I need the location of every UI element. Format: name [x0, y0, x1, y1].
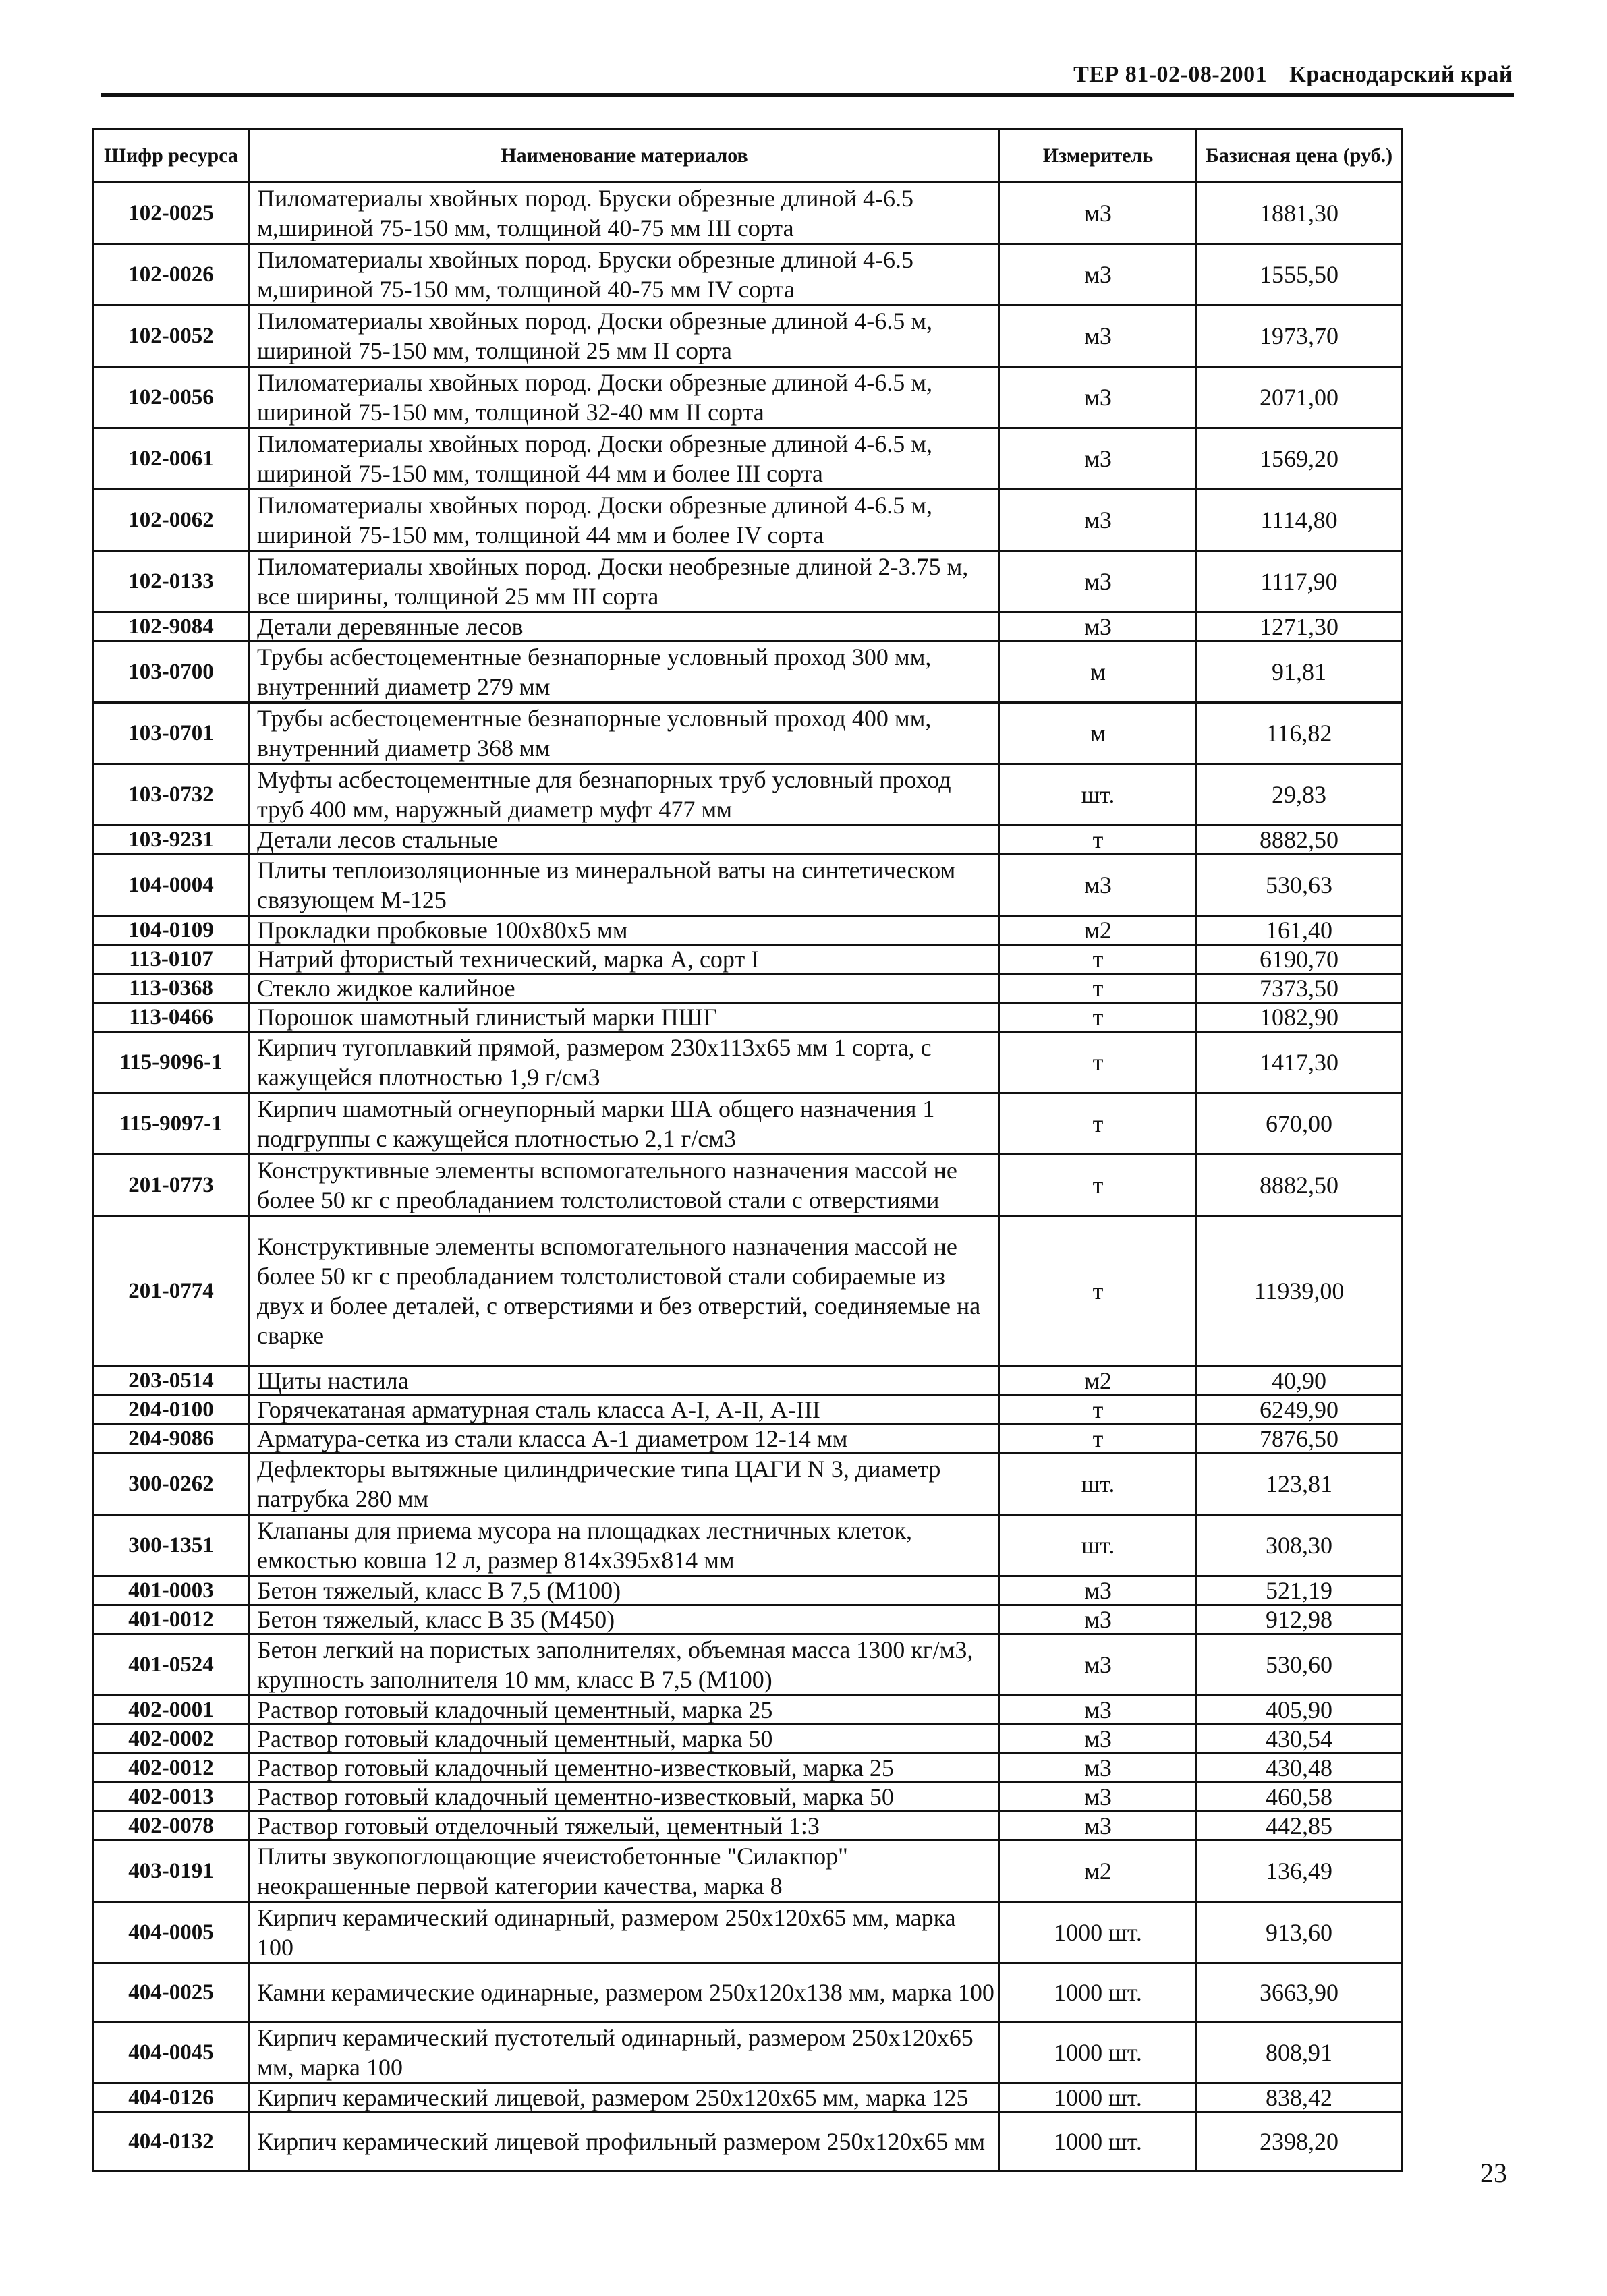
base-price: 430,48 — [1197, 1754, 1402, 1783]
table-row — [93, 1725, 1402, 1754]
table-row — [93, 490, 1402, 551]
table-row — [93, 183, 1402, 244]
resource-code: 402-0002 — [93, 1725, 250, 1754]
material-name: Кирпич тугоплавкий прямой, размером 230х113х65 мм 1 сорта, с кажущейся плотностью 1,9 г/см3 — [250, 1032, 1000, 1093]
column-header-price: Базисная цена (руб.) — [1197, 130, 1402, 183]
table-row — [93, 1812, 1402, 1841]
resource-code: 113-0466 — [93, 1003, 250, 1032]
table-row — [93, 1696, 1402, 1725]
table-row — [93, 974, 1402, 1003]
table-row — [93, 1634, 1402, 1696]
material-name: Раствор готовый кладочный цементный, марка 25 — [250, 1696, 1000, 1725]
table-row — [93, 1841, 1402, 1902]
resource-code: 203-0514 — [93, 1367, 250, 1396]
unit-of-measure: м — [1000, 641, 1197, 703]
unit-of-measure: т — [1000, 974, 1197, 1003]
resource-code: 103-9231 — [93, 826, 250, 855]
material-name: Трубы асбестоцементные безнапорные условный проход 300 мм, внутренний диаметр 279 мм — [250, 641, 1000, 703]
material-name: Конструктивные элементы вспомогательного назначения массой не более 50 кг с преобладанием толстолистовой стали с отверстиями — [250, 1155, 1000, 1216]
table-row — [93, 945, 1402, 974]
material-name: Порошок шамотный глинистый марки ПШГ — [250, 1003, 1000, 1032]
column-header-unit: Измеритель — [1000, 130, 1197, 183]
material-name: Бетон тяжелый, класс В 7,5 (М100) — [250, 1576, 1000, 1605]
resource-code: 102-0025 — [93, 183, 250, 244]
base-price: 1881,30 — [1197, 183, 1402, 244]
base-price: 1082,90 — [1197, 1003, 1402, 1032]
base-price: 7373,50 — [1197, 974, 1402, 1003]
running-header — [1057, 62, 1513, 88]
base-price: 912,98 — [1197, 1605, 1402, 1634]
material-name: Дефлекторы вытяжные цилиндрические типа ЦАГИ N 3, диаметр патрубка 280 мм — [250, 1454, 1000, 1515]
base-price: 136,49 — [1197, 1841, 1402, 1902]
material-name: Камни керамические одинарные, размером 250х120х138 мм, марка 100 — [250, 1963, 1000, 2022]
resource-code: 402-0013 — [93, 1783, 250, 1812]
resource-code: 102-0062 — [93, 490, 250, 551]
resource-code: 403-0191 — [93, 1841, 250, 1902]
material-name: Бетон легкий на пористых заполнителях, объемная масса 1300 кг/м3, крупность заполнителя 10 мм, класс В 7,5 (М100) — [250, 1634, 1000, 1696]
material-name: Раствор готовый кладочный цементно-известковый, марка 50 — [250, 1783, 1000, 1812]
material-name: Раствор готовый отделочный тяжелый, цементный 1:3 — [250, 1812, 1000, 1841]
unit-of-measure: 1000 шт. — [1000, 1902, 1197, 1963]
resource-code: 300-0262 — [93, 1454, 250, 1515]
unit-of-measure: м3 — [1000, 551, 1197, 612]
resource-code: 401-0524 — [93, 1634, 250, 1696]
resource-code: 103-0732 — [93, 764, 250, 826]
unit-of-measure: т — [1000, 1425, 1197, 1454]
base-price: 8882,50 — [1197, 1155, 1402, 1216]
base-price: 1417,30 — [1197, 1032, 1402, 1093]
table-row — [93, 1032, 1402, 1093]
unit-of-measure: м3 — [1000, 612, 1197, 641]
table-row — [93, 428, 1402, 490]
table-row — [93, 1425, 1402, 1454]
table-row — [93, 1605, 1402, 1634]
table-header-row — [93, 130, 1402, 183]
base-price: 3663,90 — [1197, 1963, 1402, 2022]
unit-of-measure: м — [1000, 703, 1197, 764]
resource-code: 115-9096-1 — [93, 1032, 250, 1093]
material-name: Кирпич керамический одинарный, размером 250х120х65 мм, марка 100 — [250, 1902, 1000, 1963]
material-name: Кирпич керамический лицевой, размером 250х120х65 мм, марка 125 — [250, 2084, 1000, 2113]
base-price: 123,81 — [1197, 1454, 1402, 1515]
resource-code: 113-0107 — [93, 945, 250, 974]
unit-of-measure: м3 — [1000, 1576, 1197, 1605]
base-price: 2398,20 — [1197, 2113, 1402, 2171]
base-price: 530,63 — [1197, 855, 1402, 916]
unit-of-measure: м3 — [1000, 490, 1197, 551]
table-row — [93, 855, 1402, 916]
base-price: 1973,70 — [1197, 306, 1402, 367]
unit-of-measure: м3 — [1000, 1725, 1197, 1754]
material-name: Пиломатериалы хвойных пород. Доски необрезные длиной 2-3.75 м, все ширины, толщиной 25 мм III сорта — [250, 551, 1000, 612]
base-price: 913,60 — [1197, 1902, 1402, 1963]
table-row — [93, 1783, 1402, 1812]
material-name: Пиломатериалы хвойных пород. Доски обрезные длиной 4-6.5 м, шириной 75-150 мм, толщиной 44 мм и более IV сорта — [250, 490, 1000, 551]
table-row — [93, 764, 1402, 826]
table-row — [93, 1155, 1402, 1216]
unit-of-measure: 1000 шт. — [1000, 2022, 1197, 2084]
resource-code: 102-0056 — [93, 367, 250, 428]
resource-code: 103-0701 — [93, 703, 250, 764]
unit-of-measure: шт. — [1000, 764, 1197, 826]
unit-of-measure: т — [1000, 1155, 1197, 1216]
material-name: Конструктивные элементы вспомогательного назначения массой не более 50 кг с преобладанием толстолистовой стали собираемые из двух и более деталей, с отверстиями и без отверстий, соединяемые на сварке — [250, 1216, 1000, 1367]
unit-of-measure: м3 — [1000, 306, 1197, 367]
base-price: 29,83 — [1197, 764, 1402, 826]
resource-code: 115-9097-1 — [93, 1093, 250, 1155]
base-price: 161,40 — [1197, 916, 1402, 945]
table-row — [93, 826, 1402, 855]
base-price: 1555,50 — [1197, 244, 1402, 306]
resource-code: 104-0109 — [93, 916, 250, 945]
table-row — [93, 1003, 1402, 1032]
unit-of-measure: т — [1000, 1093, 1197, 1155]
resource-code: 404-0132 — [93, 2113, 250, 2171]
material-name: Муфты асбестоцементные для безнапорных труб условный проход труб 400 мм, наружный диаметр муфт 477 мм — [250, 764, 1000, 826]
table-row — [93, 1963, 1402, 2022]
table-row — [93, 367, 1402, 428]
material-name: Детали лесов стальные — [250, 826, 1000, 855]
resource-code: 402-0001 — [93, 1696, 250, 1725]
resource-code: 300-1351 — [93, 1515, 250, 1576]
base-price: 40,90 — [1197, 1367, 1402, 1396]
resource-code: 402-0078 — [93, 1812, 250, 1841]
base-price: 405,90 — [1197, 1696, 1402, 1725]
unit-of-measure: т — [1000, 826, 1197, 855]
material-name: Плиты теплоизоляционные из минеральной ваты на синтетическом связующем М-125 — [250, 855, 1000, 916]
table-row — [93, 1902, 1402, 1963]
base-price: 1114,80 — [1197, 490, 1402, 551]
base-price: 530,60 — [1197, 1634, 1402, 1696]
material-name: Горячекатаная арматурная сталь класса А-I, А-II, А-III — [250, 1396, 1000, 1425]
resource-code: 404-0045 — [93, 2022, 250, 2084]
table-row — [93, 1093, 1402, 1155]
base-price: 460,58 — [1197, 1783, 1402, 1812]
unit-of-measure: шт. — [1000, 1515, 1197, 1576]
page-number: 23 — [1480, 2158, 1507, 2188]
base-price: 521,19 — [1197, 1576, 1402, 1605]
column-header-code: Шифр ресурса — [93, 130, 250, 183]
resource-code: 102-0061 — [93, 428, 250, 490]
resource-code: 204-0100 — [93, 1396, 250, 1425]
base-price: 1271,30 — [1197, 612, 1402, 641]
resource-code: 113-0368 — [93, 974, 250, 1003]
resource-code: 401-0012 — [93, 1605, 250, 1634]
resource-code: 201-0773 — [93, 1155, 250, 1216]
material-name: Стекло жидкое калийное — [250, 974, 1000, 1003]
unit-of-measure: т — [1000, 1032, 1197, 1093]
unit-of-measure: 1000 шт. — [1000, 2084, 1197, 2113]
material-name: Раствор готовый кладочный цементный, марка 50 — [250, 1725, 1000, 1754]
material-name: Трубы асбестоцементные безнапорные условный проход 400 мм, внутренний диаметр 368 мм — [250, 703, 1000, 764]
unit-of-measure: м3 — [1000, 1605, 1197, 1634]
table-row — [93, 641, 1402, 703]
resource-code: 401-0003 — [93, 1576, 250, 1605]
table-row — [93, 1515, 1402, 1576]
material-name: Арматура-сетка из стали класса А-1 диаметром 12-14 мм — [250, 1425, 1000, 1454]
base-price: 838,42 — [1197, 2084, 1402, 2113]
table-row — [93, 703, 1402, 764]
materials-table — [92, 128, 1403, 2172]
table-row — [93, 2084, 1402, 2113]
unit-of-measure: 1000 шт. — [1000, 1963, 1197, 2022]
unit-of-measure: м3 — [1000, 367, 1197, 428]
base-price: 670,00 — [1197, 1093, 1402, 1155]
base-price: 91,81 — [1197, 641, 1402, 703]
resource-code: 404-0025 — [93, 1963, 250, 2022]
material-name: Бетон тяжелый, класс В 35 (М450) — [250, 1605, 1000, 1634]
unit-of-measure: м3 — [1000, 1696, 1197, 1725]
material-name: Пиломатериалы хвойных пород. Бруски обрезные длиной 4-6.5 м,шириной 75-150 мм, толщиной 40-75 мм III сорта — [250, 183, 1000, 244]
unit-of-measure: м3 — [1000, 1783, 1197, 1812]
table-row — [93, 2113, 1402, 2171]
resource-code: 404-0005 — [93, 1902, 250, 1963]
header-rule — [101, 93, 1514, 97]
resource-code: 402-0012 — [93, 1754, 250, 1783]
table-row — [93, 551, 1402, 612]
material-name: Пиломатериалы хвойных пород. Доски обрезные длиной 4-6.5 м, шириной 75-150 мм, толщиной 25 мм II сорта — [250, 306, 1000, 367]
material-name: Пиломатериалы хвойных пород. Доски обрезные длиной 4-6.5 м, шириной 75-150 мм, толщиной 32-40 мм II сорта — [250, 367, 1000, 428]
unit-of-measure: м3 — [1000, 1754, 1197, 1783]
material-name: Натрий фтористый технический, марка А, сорт I — [250, 945, 1000, 974]
material-name: Детали деревянные лесов — [250, 612, 1000, 641]
base-price: 1117,90 — [1197, 551, 1402, 612]
column-header-name: Наименование материалов — [250, 130, 1000, 183]
material-name: Раствор готовый кладочный цементно-известковый, марка 25 — [250, 1754, 1000, 1783]
unit-of-measure: м3 — [1000, 1812, 1197, 1841]
unit-of-measure: т — [1000, 1396, 1197, 1425]
material-name: Кирпич керамический лицевой профильный размером 250х120х65 мм — [250, 2113, 1000, 2171]
resource-code: 103-0700 — [93, 641, 250, 703]
unit-of-measure: м3 — [1000, 183, 1197, 244]
resource-code: 102-0052 — [93, 306, 250, 367]
base-price: 430,54 — [1197, 1725, 1402, 1754]
material-name: Кирпич шамотный огнеупорный марки ША общего назначения 1 подгруппы с кажущейся плотностью 2,1 г/см3 — [250, 1093, 1000, 1155]
material-name: Плиты звукопоглощающие ячеистобетонные "Силакпор" неокрашенные первой категории качества, марка 8 — [250, 1841, 1000, 1902]
resource-code: 102-9084 — [93, 612, 250, 641]
base-price: 2071,00 — [1197, 367, 1402, 428]
unit-of-measure: м3 — [1000, 428, 1197, 490]
unit-of-measure: м3 — [1000, 244, 1197, 306]
unit-of-measure: т — [1000, 1003, 1197, 1032]
base-price: 8882,50 — [1197, 826, 1402, 855]
unit-of-measure: м2 — [1000, 916, 1197, 945]
unit-of-measure: м3 — [1000, 1634, 1197, 1696]
resource-code: 404-0126 — [93, 2084, 250, 2113]
unit-of-measure: м3 — [1000, 855, 1197, 916]
base-price: 11939,00 — [1197, 1216, 1402, 1367]
base-price: 808,91 — [1197, 2022, 1402, 2084]
unit-of-measure: 1000 шт. — [1000, 2113, 1197, 2171]
material-name: Прокладки пробковые 100х80х5 мм — [250, 916, 1000, 945]
table-row — [93, 916, 1402, 945]
table-row — [93, 1454, 1402, 1515]
unit-of-measure: шт. — [1000, 1454, 1197, 1515]
resource-code: 201-0774 — [93, 1216, 250, 1367]
base-price: 442,85 — [1197, 1812, 1402, 1841]
unit-of-measure: т — [1000, 945, 1197, 974]
material-name: Кирпич керамический пустотелый одинарный, размером 250х120х65 мм, марка 100 — [250, 2022, 1000, 2084]
table-row — [93, 1396, 1402, 1425]
table-row — [93, 306, 1402, 367]
material-name: Пиломатериалы хвойных пород. Доски обрезные длиной 4-6.5 м, шириной 75-150 мм, толщиной 44 мм и более III сорта — [250, 428, 1000, 490]
base-price: 6190,70 — [1197, 945, 1402, 974]
table-row — [93, 1576, 1402, 1605]
material-name: Пиломатериалы хвойных пород. Бруски обрезные длиной 4-6.5 м,шириной 75-150 мм, толщиной 40-75 мм IV сорта — [250, 244, 1000, 306]
table-row — [93, 1754, 1402, 1783]
document-code: ТЕР 81-02-08-2001 — [1073, 62, 1268, 87]
region-name: Краснодарский край — [1289, 62, 1513, 87]
unit-of-measure: т — [1000, 1216, 1197, 1367]
table-row — [93, 1367, 1402, 1396]
unit-of-measure: м2 — [1000, 1367, 1197, 1396]
resource-code: 104-0004 — [93, 855, 250, 916]
table-row — [93, 2022, 1402, 2084]
resource-code: 102-0026 — [93, 244, 250, 306]
table-row — [93, 1216, 1402, 1367]
material-name: Клапаны для приема мусора на площадках лестничных клеток, емкостью ковша 12 л, размер 814х395х814 мм — [250, 1515, 1000, 1576]
base-price: 116,82 — [1197, 703, 1402, 764]
base-price: 1569,20 — [1197, 428, 1402, 490]
unit-of-measure: м2 — [1000, 1841, 1197, 1902]
resource-code: 102-0133 — [93, 551, 250, 612]
base-price: 6249,90 — [1197, 1396, 1402, 1425]
resource-code: 204-9086 — [93, 1425, 250, 1454]
material-name: Щиты настила — [250, 1367, 1000, 1396]
base-price: 308,30 — [1197, 1515, 1402, 1576]
table-row — [93, 244, 1402, 306]
base-price: 7876,50 — [1197, 1425, 1402, 1454]
table-row — [93, 612, 1402, 641]
